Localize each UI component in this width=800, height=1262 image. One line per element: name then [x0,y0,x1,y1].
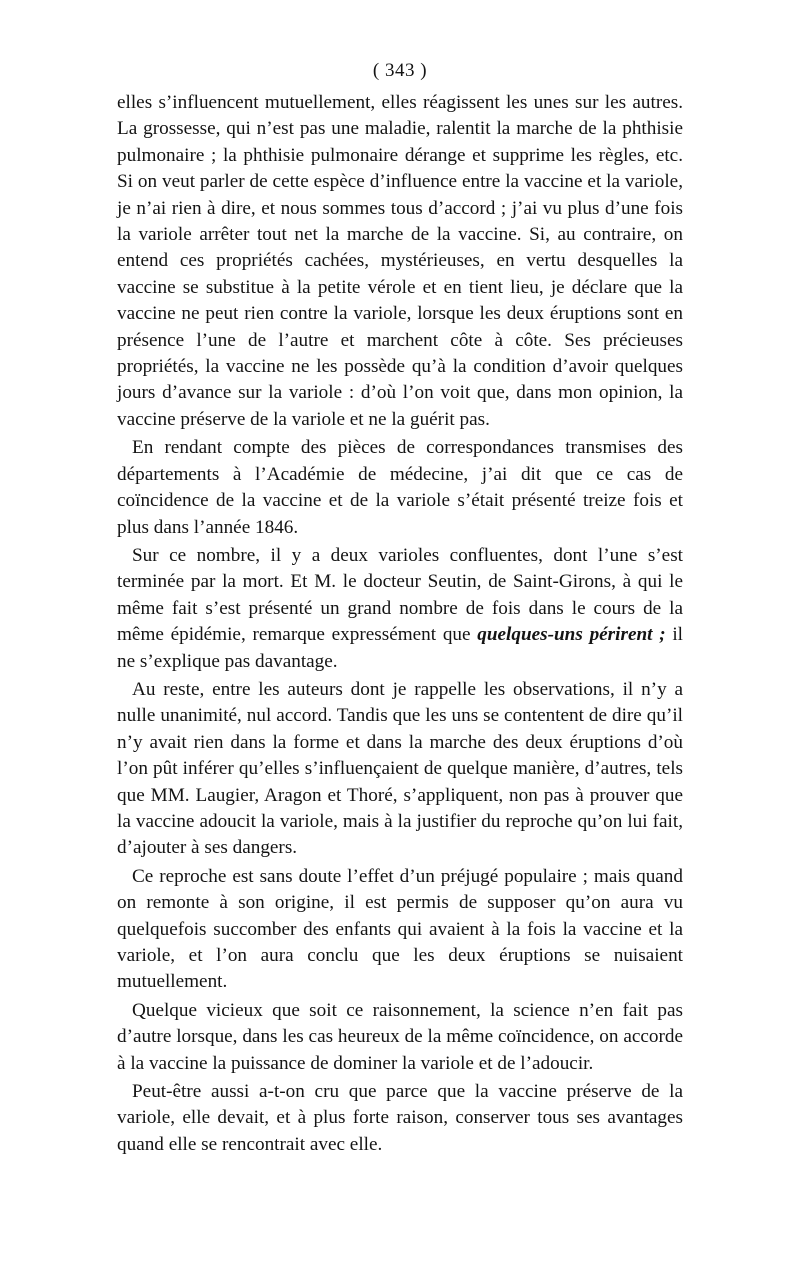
book-page [117,58,683,1158]
paragraph [117,435,683,541]
paragraph-text: Sur ce nombre, il y a deux varioles confluentes, dont l’une s’est terminée par la mort. Et M. le docteur Seutin, de Saint-Girons, à qui le même fait s’est présenté un grand nombre de fois dans le cours de la même épidémie, remarque expressément que [117,544,683,646]
paragraph [117,1079,683,1158]
paragraph-text: Peut-être aussi a-t-on cru que parce que la vaccine préserve de la variole, elle devait, et à plus forte raison, conserver tous ses avantages quand elle se rencontrait avec elle. [117,1081,683,1155]
paragraph-text: Quelque vicieux que soit ce raisonnement, la science n’en fait pas d’autre lorsque, dans les cas heureux de la même coïncidence, on accorde à la vaccine la puissance de dominer la variole et de l’adoucir. [117,999,683,1074]
page-number: ( 343 ) [372,60,428,81]
paragraph [117,677,683,862]
paragraph-text: Au reste, entre les auteurs dont je rappelle les observations, il n’y a nulle unanimité, nul accord. Tandis que les uns se contentent de dire qu’il n’y avait rien dans la forme et dans la marche des deux éruptions d’où l’on pût inférer qu’elles s’influençaient de quelque manière, d’autres, tels que MM. Laugier, Aragon et Thoré, s’appliquent, non pas à prouver que la vaccine adoucit la variole, mais à la justifier du reproche qu’on lui fait, d’ajouter à ses dangers. [117,678,683,859]
paragraph-text: En rendant compte des pièces de correspondances transmises des départements à l’Académie de médecine, j’ai dit que ce cas de coïncidence de la vaccine et de la variole s’était présenté treize fois et plus dans l’année 1846. [117,437,683,538]
paragraph [117,543,683,675]
emphasized-text: quelques-uns périrent ; [477,624,666,646]
paragraph-text: il ne s’explique pas davantage. [117,624,683,672]
paragraph [117,90,683,433]
body-text [117,90,683,1158]
paragraph-text: Ce reproche est sans doute l’effet d’un préjugé populaire ; mais quand on remonte à son origine, il est permis de supposer qu’on aura vu quelquefois succomber des enfants qui avaient à la fois la vaccine et la variole, et l’on aura conclu que les deux éruptions se nuisaient mutuellement. [117,865,683,993]
paragraph-text: elles s’influencent mutuellement, elles réagissent les unes sur les autres. La grossesse, qui n’est pas une maladie, ralentit la marche de la phthisie pulmonaire ; la phthisie pulmonaire dérange et supprime les règles, etc. Si on veut parler de cette espèce d’influence entre la vaccine et la variole, je n’ai rien à dire, et nous sommes tous d’accord ; j’ai vu plus d’une fois la variole arrêter tout net la marche de la vaccine. Si, au contraire, on entend ces propriétés cachées, mystérieuses, en vertu desquelles la vaccine se substitue à la petite vérole et en tient lieu, je déclare que la vaccine ne peut rien contre la variole, lorsque les deux éruptions sont en présence l’une de l’autre et marchent côte à côte. Ses précieuses propriétés, la vaccine ne les possède qu’à la condition d’avoir quelques jours d’avance sur la variole : d’où l’on voit que, dans mon opinion, la vaccine préserve de la variole et ne la guérit pas. [117,92,683,430]
paragraph [117,998,683,1077]
paragraph [117,864,683,996]
